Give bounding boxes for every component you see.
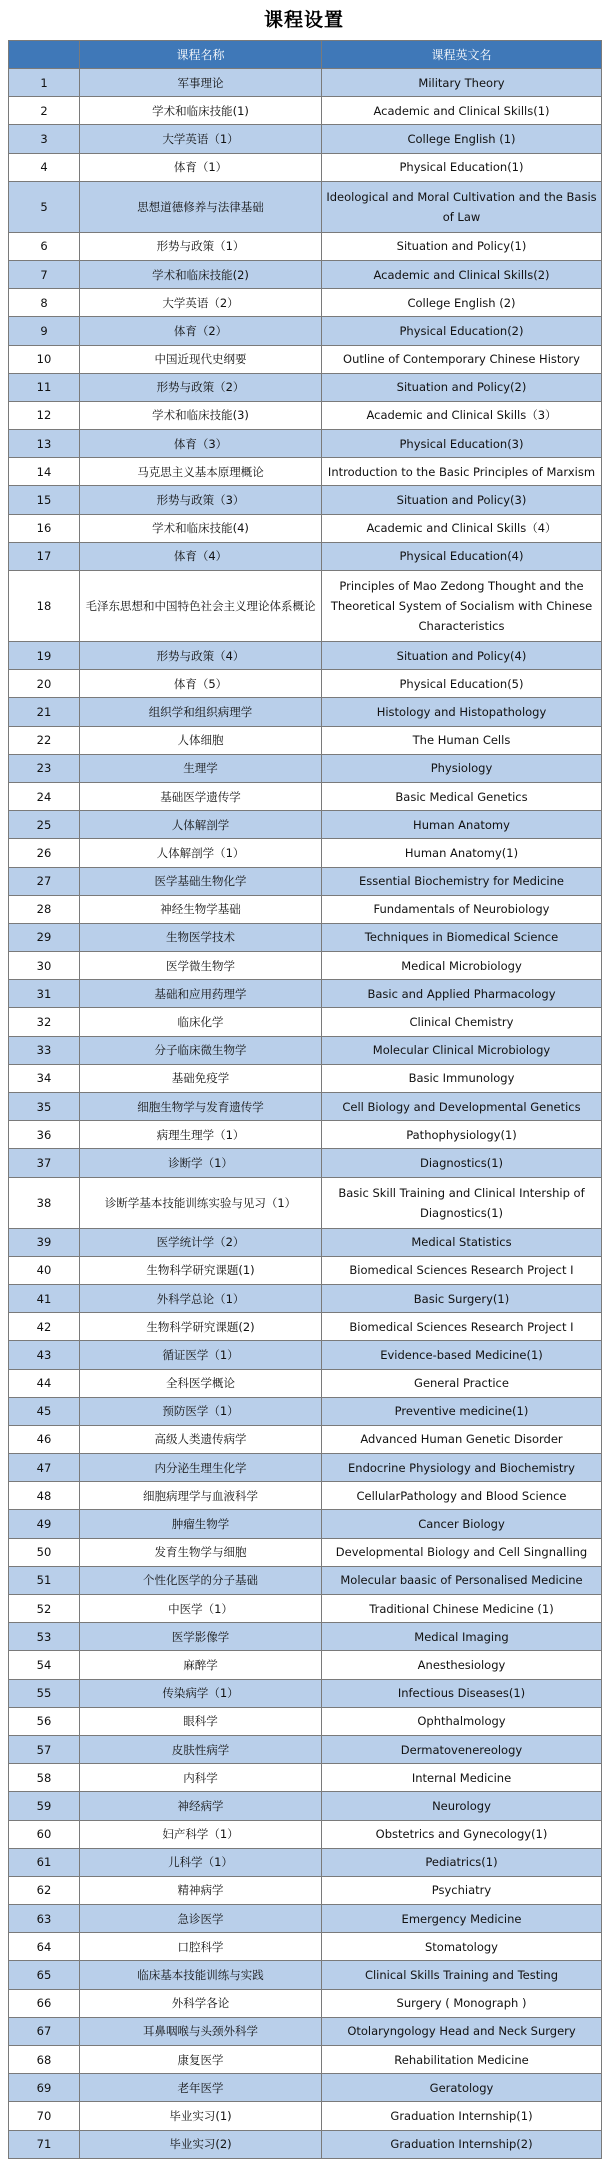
- table-row: [9, 1961, 602, 1989]
- course-name-cn: 分子临床微生物学: [80, 1036, 322, 1064]
- row-number: 67: [9, 2017, 80, 2045]
- course-name-en: Molecular baasic of Personalised Medicine: [322, 1566, 602, 1594]
- table-row: [9, 726, 602, 754]
- row-number: 43: [9, 1341, 80, 1369]
- row-number: 12: [9, 401, 80, 429]
- table-row: [9, 1820, 602, 1848]
- row-number: 20: [9, 670, 80, 698]
- course-name-cn: 妇产科学（1）: [80, 1820, 322, 1848]
- table-row: [9, 289, 602, 317]
- course-name-en: Academic and Clinical Skills(1): [322, 97, 602, 125]
- course-name-en: Endocrine Physiology and Biochemistry: [322, 1454, 602, 1482]
- row-number: 9: [9, 317, 80, 345]
- course-name-cn: 诊断学基本技能训练实验与见习（1）: [80, 1177, 322, 1228]
- course-name-cn: 病理生理学（1）: [80, 1121, 322, 1149]
- table-row: [9, 458, 602, 486]
- row-number: 13: [9, 430, 80, 458]
- table-row: [9, 1792, 602, 1820]
- table-row: [9, 1679, 602, 1707]
- row-number: 56: [9, 1707, 80, 1735]
- table-row: [9, 260, 602, 288]
- row-number: 21: [9, 698, 80, 726]
- row-number: 49: [9, 1510, 80, 1538]
- row-number: 30: [9, 952, 80, 980]
- course-name-cn: 毕业实习(1): [80, 2102, 322, 2130]
- row-number: 71: [9, 2130, 80, 2158]
- course-name-cn: 大学英语（2）: [80, 289, 322, 317]
- row-number: 70: [9, 2102, 80, 2130]
- table-row: [9, 1008, 602, 1036]
- course-name-cn: 体育（5）: [80, 670, 322, 698]
- row-number: 25: [9, 811, 80, 839]
- course-name-en: Physical Education(2): [322, 317, 602, 345]
- row-number: 65: [9, 1961, 80, 1989]
- course-name-en: Advanced Human Genetic Disorder: [322, 1425, 602, 1453]
- course-name-cn: 人体解剖学（1）: [80, 839, 322, 867]
- row-number: 4: [9, 153, 80, 181]
- course-name-cn: 体育（1）: [80, 153, 322, 181]
- table-row: [9, 2130, 602, 2158]
- course-name-en: Histology and Histopathology: [322, 698, 602, 726]
- course-name-cn: 细胞病理学与血液科学: [80, 1482, 322, 1510]
- table-row: [9, 1341, 602, 1369]
- course-name-en: Physiology: [322, 754, 602, 782]
- course-name-en: Fundamentals of Neurobiology: [322, 895, 602, 923]
- course-name-en: The Human Cells: [322, 726, 602, 754]
- course-name-cn: 体育（2）: [80, 317, 322, 345]
- course-name-cn: 马克思主义基本原理概论: [80, 458, 322, 486]
- table-row: [9, 1595, 602, 1623]
- course-name-en: Evidence-based Medicine(1): [322, 1341, 602, 1369]
- course-name-cn: 个性化医学的分子基础: [80, 1566, 322, 1594]
- row-number: 39: [9, 1228, 80, 1256]
- course-name-en: Graduation Internship(2): [322, 2130, 602, 2158]
- table-row: [9, 1876, 602, 1904]
- course-name-en: Medical Statistics: [322, 1228, 602, 1256]
- course-name-cn: 皮肤性病学: [80, 1735, 322, 1763]
- row-number: 37: [9, 1149, 80, 1177]
- course-name-cn: 细胞生物学与发育遗传学: [80, 1093, 322, 1121]
- table-row: [9, 1369, 602, 1397]
- row-number: 52: [9, 1595, 80, 1623]
- row-number: 11: [9, 373, 80, 401]
- table-row: [9, 1284, 602, 1312]
- row-number: 32: [9, 1008, 80, 1036]
- table-row: [9, 1121, 602, 1149]
- row-number: 44: [9, 1369, 80, 1397]
- row-number: 60: [9, 1820, 80, 1848]
- table-row: [9, 514, 602, 542]
- course-name-cn: 医学影像学: [80, 1623, 322, 1651]
- table-row: [9, 1651, 602, 1679]
- course-name-cn: 生物科学研究课题(2): [80, 1313, 322, 1341]
- course-name-cn: 麻醉学: [80, 1651, 322, 1679]
- course-name-en: Psychiatry: [322, 1876, 602, 1904]
- row-number: 6: [9, 232, 80, 260]
- course-name-en: College English (1): [322, 125, 602, 153]
- course-name-en: Basic Immunology: [322, 1064, 602, 1092]
- table-row: [9, 232, 602, 260]
- course-name-en: Neurology: [322, 1792, 602, 1820]
- course-name-cn: 生物科学研究课题(1): [80, 1256, 322, 1284]
- row-number: 64: [9, 1933, 80, 1961]
- row-number: 41: [9, 1284, 80, 1312]
- row-number: 51: [9, 1566, 80, 1594]
- course-name-en: Basic Skill Training and Clinical Intership of Diagnostics(1): [322, 1177, 602, 1228]
- course-name-cn: 临床化学: [80, 1008, 322, 1036]
- row-number: 36: [9, 1121, 80, 1149]
- table-row: [9, 1256, 602, 1284]
- course-name-en: Human Anatomy(1): [322, 839, 602, 867]
- course-name-cn: 医学统计学（2）: [80, 1228, 322, 1256]
- table-row: [9, 1397, 602, 1425]
- table-row: [9, 401, 602, 429]
- course-name-en: Pathophysiology(1): [322, 1121, 602, 1149]
- table-row: [9, 571, 602, 642]
- row-number: 22: [9, 726, 80, 754]
- course-name-en: Traditional Chinese Medicine (1): [322, 1595, 602, 1623]
- course-name-en: Surgery ( Monograph ): [322, 1989, 602, 2017]
- row-number: 17: [9, 542, 80, 570]
- table-row: [9, 754, 602, 782]
- course-name-en: Essential Biochemistry for Medicine: [322, 867, 602, 895]
- table-row: [9, 2074, 602, 2102]
- course-name-cn: 神经生物学基础: [80, 895, 322, 923]
- row-number: 55: [9, 1679, 80, 1707]
- course-name-en: Physical Education(1): [322, 153, 602, 181]
- table-row: [9, 69, 602, 97]
- row-number: 59: [9, 1792, 80, 1820]
- course-name-cn: 诊断学（1）: [80, 1149, 322, 1177]
- table-row: [9, 867, 602, 895]
- table-row: [9, 1454, 602, 1482]
- row-number: 35: [9, 1093, 80, 1121]
- row-number: 3: [9, 125, 80, 153]
- course-name-cn: 急诊医学: [80, 1905, 322, 1933]
- row-number: 1: [9, 69, 80, 97]
- course-name-en: Geratology: [322, 2074, 602, 2102]
- course-name-en: Basic Surgery(1): [322, 1284, 602, 1312]
- course-name-en: Rehabilitation Medicine: [322, 2046, 602, 2074]
- course-name-cn: 医学微生物学: [80, 952, 322, 980]
- course-name-en: Stomatology: [322, 1933, 602, 1961]
- row-number: 68: [9, 2046, 80, 2074]
- table-row: [9, 1848, 602, 1876]
- course-name-cn: 全科医学概论: [80, 1369, 322, 1397]
- course-name-en: Obstetrics and Gynecology(1): [322, 1820, 602, 1848]
- table-row: [9, 698, 602, 726]
- table-body: [9, 69, 602, 2159]
- row-number: 15: [9, 486, 80, 514]
- table-row: [9, 1989, 602, 2017]
- table-row: [9, 181, 602, 232]
- course-name-cn: 临床基本技能训练与实践: [80, 1961, 322, 1989]
- course-name-en: Internal Medicine: [322, 1764, 602, 1792]
- course-name-en: Biomedical Sciences Research Project I: [322, 1313, 602, 1341]
- row-number: 45: [9, 1397, 80, 1425]
- course-name-en: Molecular Clinical Microbiology: [322, 1036, 602, 1064]
- course-name-cn: 形势与政策（1）: [80, 232, 322, 260]
- row-number: 58: [9, 1764, 80, 1792]
- row-number: 34: [9, 1064, 80, 1092]
- course-name-cn: 学术和临床技能(4): [80, 514, 322, 542]
- table-row: [9, 345, 602, 373]
- table-row: [9, 1228, 602, 1256]
- course-name-en: Emergency Medicine: [322, 1905, 602, 1933]
- course-name-en: Physical Education(4): [322, 542, 602, 570]
- course-name-en: Developmental Biology and Cell Singnalling: [322, 1538, 602, 1566]
- course-name-en: Situation and Policy(4): [322, 642, 602, 670]
- course-name-en: Medical Imaging: [322, 1623, 602, 1651]
- row-number: 69: [9, 2074, 80, 2102]
- table-row: [9, 782, 602, 810]
- course-name-en: Ophthalmology: [322, 1707, 602, 1735]
- row-number: 66: [9, 1989, 80, 2017]
- course-name-en: Basic and Applied Pharmacology: [322, 980, 602, 1008]
- row-number: 46: [9, 1425, 80, 1453]
- course-name-en: Academic and Clinical Skills（3）: [322, 401, 602, 429]
- table-row: [9, 895, 602, 923]
- table-row: [9, 2102, 602, 2130]
- table-row: [9, 670, 602, 698]
- course-name-cn: 医学基础生物化学: [80, 867, 322, 895]
- course-name-cn: 发育生物学与细胞: [80, 1538, 322, 1566]
- row-number: 47: [9, 1454, 80, 1482]
- course-name-cn: 儿科学（1）: [80, 1848, 322, 1876]
- course-name-en: Ideological and Moral Cultivation and the Basis of Law: [322, 181, 602, 232]
- row-number: 8: [9, 289, 80, 317]
- row-number: 62: [9, 1876, 80, 1904]
- course-name-cn: 人体细胞: [80, 726, 322, 754]
- row-number: 31: [9, 980, 80, 1008]
- table-row: [9, 373, 602, 401]
- header-english-name: 课程英文名: [322, 41, 602, 69]
- course-name-en: Physical Education(5): [322, 670, 602, 698]
- table-row: [9, 1425, 602, 1453]
- table-row: [9, 980, 602, 1008]
- course-name-en: Cell Biology and Developmental Genetics: [322, 1093, 602, 1121]
- course-table: [8, 40, 602, 2159]
- table-row: [9, 1566, 602, 1594]
- course-name-cn: 形势与政策（3）: [80, 486, 322, 514]
- row-number: 38: [9, 1177, 80, 1228]
- row-number: 5: [9, 181, 80, 232]
- table-row: [9, 542, 602, 570]
- row-number: 26: [9, 839, 80, 867]
- course-name-en: Situation and Policy(2): [322, 373, 602, 401]
- course-name-cn: 神经病学: [80, 1792, 322, 1820]
- table-row: [9, 1093, 602, 1121]
- row-number: 14: [9, 458, 80, 486]
- course-name-cn: 高级人类遗传病学: [80, 1425, 322, 1453]
- table-row: [9, 1036, 602, 1064]
- row-number: 53: [9, 1623, 80, 1651]
- course-name-en: Academic and Clinical Skills（4）: [322, 514, 602, 542]
- course-name-cn: 循证医学（1）: [80, 1341, 322, 1369]
- table-row: [9, 923, 602, 951]
- table-row: [9, 1707, 602, 1735]
- course-name-en: Medical Microbiology: [322, 952, 602, 980]
- course-name-cn: 中医学（1）: [80, 1595, 322, 1623]
- row-number: 10: [9, 345, 80, 373]
- table-row: [9, 317, 602, 345]
- row-number: 54: [9, 1651, 80, 1679]
- page-title: 课程设置: [263, 9, 344, 31]
- course-name-cn: 预防医学（1）: [80, 1397, 322, 1425]
- course-name-cn: 口腔科学: [80, 1933, 322, 1961]
- table-row: [9, 1764, 602, 1792]
- table-row: [9, 2046, 602, 2074]
- course-name-cn: 形势与政策（4）: [80, 642, 322, 670]
- row-number: 48: [9, 1482, 80, 1510]
- table-row: [9, 2017, 602, 2045]
- course-name-en: Infectious Diseases(1): [322, 1679, 602, 1707]
- course-name-en: Principles of Mao Zedong Thought and the Theoretical System of Socialism with Chinese Characteristics: [322, 571, 602, 642]
- table-row: [9, 1313, 602, 1341]
- table-row: [9, 1064, 602, 1092]
- course-name-en: Introduction to the Basic Principles of Marxism: [322, 458, 602, 486]
- table-row: [9, 1177, 602, 1228]
- table-row: [9, 642, 602, 670]
- course-name-cn: 学术和临床技能(2): [80, 260, 322, 288]
- course-name-cn: 军事理论: [80, 69, 322, 97]
- row-number: 2: [9, 97, 80, 125]
- course-name-cn: 基础医学遗传学: [80, 782, 322, 810]
- row-number: 40: [9, 1256, 80, 1284]
- row-number: 24: [9, 782, 80, 810]
- course-name-cn: 中国近现代史纲要: [80, 345, 322, 373]
- course-name-cn: 基础和应用药理学: [80, 980, 322, 1008]
- table-row: [9, 486, 602, 514]
- course-name-cn: 外科学总论（1）: [80, 1284, 322, 1312]
- course-name-cn: 内分泌生理生化学: [80, 1454, 322, 1482]
- header-number: [9, 41, 80, 69]
- course-name-en: Situation and Policy(1): [322, 232, 602, 260]
- table-row: [9, 1538, 602, 1566]
- course-name-cn: 体育（4）: [80, 542, 322, 570]
- row-number: 29: [9, 923, 80, 951]
- course-name-en: Academic and Clinical Skills(2): [322, 260, 602, 288]
- course-name-en: Pediatrics(1): [322, 1848, 602, 1876]
- course-name-cn: 体育（3）: [80, 430, 322, 458]
- course-name-cn: 老年医学: [80, 2074, 322, 2102]
- course-name-cn: 耳鼻咽喉与头颈外科学: [80, 2017, 322, 2045]
- course-name-cn: 毕业实习(2): [80, 2130, 322, 2158]
- course-name-cn: 思想道德修养与法律基础: [80, 181, 322, 232]
- course-name-en: Dermatovenereology: [322, 1735, 602, 1763]
- course-name-cn: 学术和临床技能(3): [80, 401, 322, 429]
- row-number: 63: [9, 1905, 80, 1933]
- course-name-cn: 人体解剖学: [80, 811, 322, 839]
- row-number: 19: [9, 642, 80, 670]
- row-number: 33: [9, 1036, 80, 1064]
- table-row: [9, 952, 602, 980]
- course-name-cn: 生理学: [80, 754, 322, 782]
- course-name-cn: 学术和临床技能(1): [80, 97, 322, 125]
- table-row: [9, 839, 602, 867]
- table-row: [9, 1623, 602, 1651]
- course-name-cn: 传染病学（1）: [80, 1679, 322, 1707]
- row-number: 42: [9, 1313, 80, 1341]
- row-number: 23: [9, 754, 80, 782]
- table-row: [9, 125, 602, 153]
- course-name-cn: 康复医学: [80, 2046, 322, 2074]
- course-name-en: Situation and Policy(3): [322, 486, 602, 514]
- course-name-en: Human Anatomy: [322, 811, 602, 839]
- course-name-en: Biomedical Sciences Research Project I: [322, 1256, 602, 1284]
- course-name-en: Diagnostics(1): [322, 1149, 602, 1177]
- table-row: [9, 430, 602, 458]
- row-number: 27: [9, 867, 80, 895]
- table-row: [9, 1905, 602, 1933]
- course-name-en: Graduation Internship(1): [322, 2102, 602, 2130]
- course-name-en: Otolaryngology Head and Neck Surgery: [322, 2017, 602, 2045]
- table-row: [9, 1149, 602, 1177]
- course-name-en: General Practice: [322, 1369, 602, 1397]
- course-name-cn: 毛泽东思想和中国特色社会主义理论体系概论: [80, 571, 322, 642]
- course-name-cn: 大学英语（1）: [80, 125, 322, 153]
- course-name-en: Clinical Chemistry: [322, 1008, 602, 1036]
- row-number: 61: [9, 1848, 80, 1876]
- course-name-cn: 精神病学: [80, 1876, 322, 1904]
- course-name-cn: 生物医学技术: [80, 923, 322, 951]
- course-name-en: CellularPathology and Blood Science: [322, 1482, 602, 1510]
- row-number: 28: [9, 895, 80, 923]
- course-name-cn: 外科学各论: [80, 1989, 322, 2017]
- course-name-cn: 眼科学: [80, 1707, 322, 1735]
- table-row: [9, 1510, 602, 1538]
- course-name-en: College English (2): [322, 289, 602, 317]
- course-name-en: Techniques in Biomedical Science: [322, 923, 602, 951]
- table-row: [9, 811, 602, 839]
- row-number: 57: [9, 1735, 80, 1763]
- course-name-en: Clinical Skills Training and Testing: [322, 1961, 602, 1989]
- row-number: 7: [9, 260, 80, 288]
- course-name-en: Cancer Biology: [322, 1510, 602, 1538]
- table-row: [9, 1482, 602, 1510]
- header-course-name: 课程名称: [80, 41, 322, 69]
- course-name-en: Preventive medicine(1): [322, 1397, 602, 1425]
- row-number: 18: [9, 571, 80, 642]
- course-name-en: Physical Education(3): [322, 430, 602, 458]
- table-row: [9, 1933, 602, 1961]
- course-name-cn: 肿瘤生物学: [80, 1510, 322, 1538]
- course-name-en: Outline of Contemporary Chinese History: [322, 345, 602, 373]
- table-row: [9, 97, 602, 125]
- table-header-row: [9, 41, 602, 69]
- course-name-en: Basic Medical Genetics: [322, 782, 602, 810]
- course-name-en: Anesthesiology: [322, 1651, 602, 1679]
- course-name-cn: 组织学和组织病理学: [80, 698, 322, 726]
- course-name-cn: 形势与政策（2）: [80, 373, 322, 401]
- course-name-en: Military Theory: [322, 69, 602, 97]
- course-name-cn: 基础免疫学: [80, 1064, 322, 1092]
- table-row: [9, 153, 602, 181]
- table-row: [9, 1735, 602, 1763]
- course-name-cn: 内科学: [80, 1764, 322, 1792]
- row-number: 50: [9, 1538, 80, 1566]
- row-number: 16: [9, 514, 80, 542]
